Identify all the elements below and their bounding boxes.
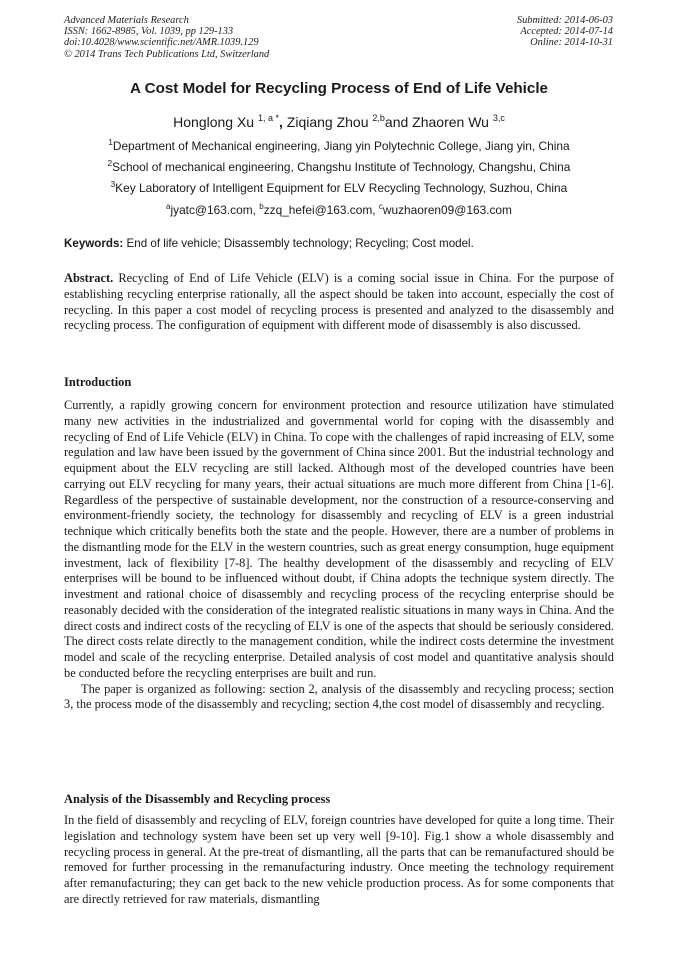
author-name: Honglong Xu [173,114,255,130]
affiliation-text: School of mechanical engineering, Changshu Institute of Technology, Changshu, China [112,160,571,174]
email-address[interactable]: jyatc@163.com [170,203,253,217]
author-superscript: 3,c [492,113,505,123]
analysis-heading: Analysis of the Disassembly and Recycling process [64,792,331,806]
affiliation-text: Key Laboratory of Intelligent Equipment for ELV Recycling Technology, Suzhou, China [115,181,568,195]
author-separator: , [279,114,283,130]
journal-header-right [413,15,613,49]
journal-copyright: © 2014 Trans Tech Publications Ltd, Switzerland [64,48,270,60]
affiliation-2 [40,160,638,174]
author-list [40,113,638,131]
author-name: Ziqiang Zhou [286,114,369,130]
abstract-label: Abstract. [64,271,114,285]
author-superscript: 2,b [372,113,385,123]
email-address[interactable]: wuzhaoren09@163.com [382,203,512,217]
affiliation-superscript: 2 [107,159,113,168]
analysis-body [64,813,614,908]
author-name: Zhaoren Wu [412,114,489,130]
affiliation-text: Department of Mechanical engineering, Jiang yin Polytechnic College, Jiang yin, China [112,139,570,153]
author-superscript: 1, a * [257,113,279,123]
affiliation-superscript: 1 [108,138,113,147]
email-separator: , [372,203,379,217]
email-superscript: b [259,202,264,211]
affiliation-3 [40,181,638,195]
submitted-date: Submitted: 2014-06-03 [516,15,613,26]
introduction-body [64,398,614,713]
accepted-date: Accepted: 2014-07-14 [520,26,613,38]
introduction-paragraph-2: The paper is organized as following: section 2, analysis of the disassembly and recycling process; section 3, the process mode of the disassembly and recycling; section 4,the cost model of disassembly and recycling. [64,681,614,712]
analysis-paragraph-1: In the field of disassembly and recycling of ELV, foreign countries have developed for quite a long time. Their legislation and technology system have been set up very well [9-10]. Fig.1 show a whole disassembly and recycling process in general. At the pre-treat of dismantling, all the parts that can be remanufactured should be removed for further processing in the remanufacturing industry. Once meeting the technology requirement after remanufacturing; they can get back to the new vehicle production process. As for some components that are directly retrieved for raw materials, dismantling [64,813,614,906]
keywords-line [64,237,624,251]
paper-title: A Cost Model for Recycling Process of End of Life Vehicle [129,80,549,97]
online-date: Online: 2014-10-31 [530,37,613,49]
journal-doi: doi:10.4028/www.scientific.net/AMR.1039.129 [64,37,259,49]
keywords-label: Keywords: [64,237,124,250]
affiliation-superscript: 3 [110,180,116,189]
abstract-text: Recycling of End of Life Vehicle (ELV) is a coming social issue in China. For the purpose of establishing recycling enterprise rationally, all the aspect should be taken into account, especially the cost of recycling. In this paper a cost model of recycling process is presented and analyzed to the disassembly and recycling process. The configuration of equipment with different mode of disassembly is also discussed. [64,271,614,333]
email-separator: , [252,203,260,217]
introduction-paragraph-1: Currently, a rapidly growing concern for environment protection and resource utilization have stimulated many new activities in the industrialized and governmental world for coping with the disassembly and recycling of End of Life Vehicle (ELV) in China. To cope with the challenges of rapid increasing of ELV, some regulation and law have been issued by the government of China since 2001. But the industrial technology and equipment about the ELV recycling are still lacked. Although most of the developed countries have been carrying out ELV recycling for many years, their actual situations are much more different from China [1-6]. Regardless of the perspective of sustainable development, nor the construction of a resource-conserving and environment-friendly society, the technology for disassembly and recycling of ELV is a green industrial technique which critically benefits both the state and the people. However, there are a number of problems in the dismantling mode for the ELV in the western countries, such as great energy consumption, huge equipment investment, lack of flexibility [7-8]. The healthy development of the disassembly and recycling of ELV enterprises will be bound to be influenced without doubt, if China adopts the technique system directly. The investment and rational choice of disassembly and recycling process of the recycling enterprise should be reasonably decided with the consideration of the integrated realistic situations in many ways in China. And the direct costs and indirect costs of the recycling of ELV is one of the aspects that should be seriously considered. The direct costs relate directly to the management condition, while the indirect costs determine the investment model and scale of the recycling enterprise. Detailed analysis of cost model and quantitative analysis should be conducted before the recycling enterprises are built and run. [64,398,614,680]
email-list [40,203,638,217]
author-and: and [384,114,409,130]
journal-name: Advanced Materials Research [64,15,189,26]
affiliation-1 [40,139,638,153]
abstract-block [64,271,614,334]
email-address[interactable]: zzq_hefei@163.com [263,203,373,217]
journal-header-left [64,15,364,60]
email-superscript: a [166,202,171,211]
keywords-text: End of life vehicle; Disassembly technology; Recycling; Cost model. [126,237,474,250]
email-superscript: c [378,202,383,211]
introduction-heading: Introduction [64,375,132,389]
journal-issn: ISSN: 1662-8985, Vol. 1039, pp 129-133 [64,26,234,38]
